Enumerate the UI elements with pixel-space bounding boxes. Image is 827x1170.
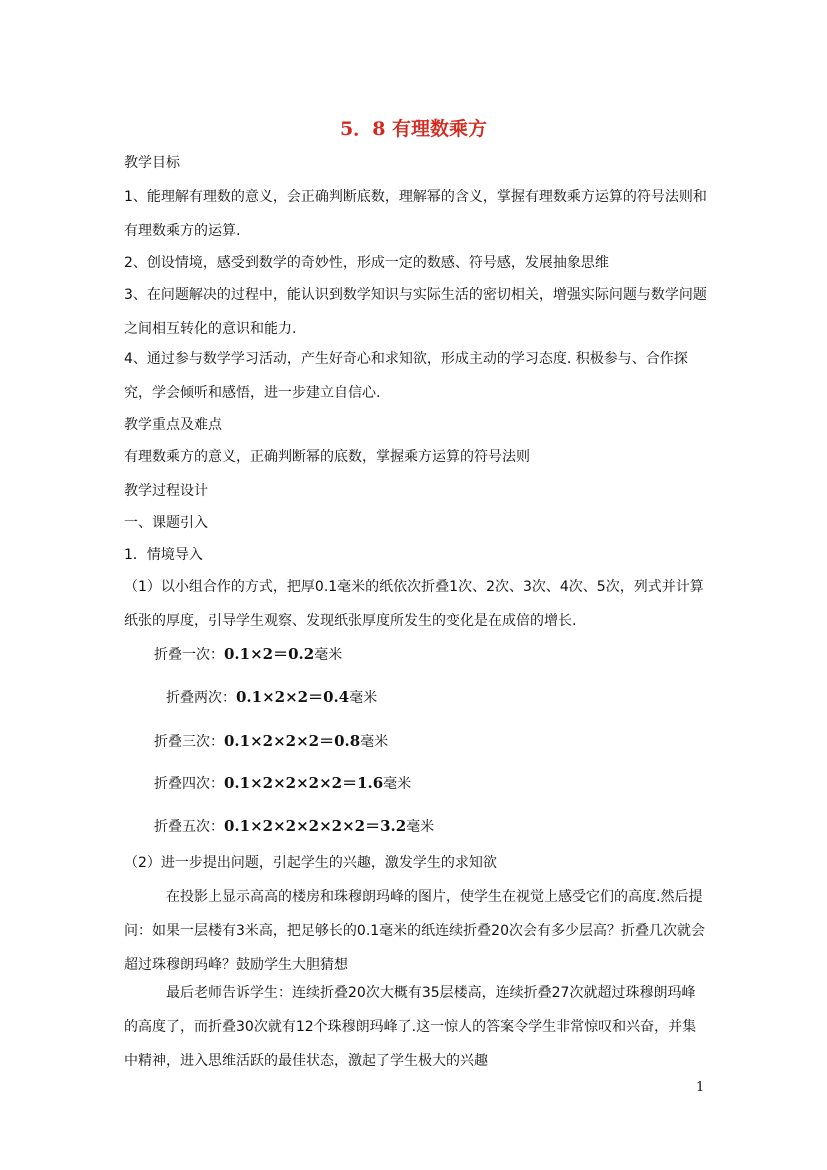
fold-label: 折叠五次： [154,819,224,835]
goal-3: 3、在问题解决的过程中，能认识到数学知识与实际生活的密切相关，增强实际问题与数学问题之间相互转化的意识和能力. [124,287,707,337]
document-title: 5．8 有理数乘方 [339,118,488,140]
fold-unit: 毫米 [406,819,435,835]
fold-label: 折叠一次： [154,647,224,663]
sub-1-heading: 1．情境导入 [124,547,203,563]
step-2: （2）进一步提出问题，引起学生的兴趣，激发学生的求知欲 [124,855,497,871]
fold-expression: 0.1×2＝0.2 [224,645,315,663]
page-number: 1 [696,1080,705,1095]
fold-label: 折叠四次： [154,776,224,792]
fold-line-1 [154,642,342,667]
fold-line-4 [154,771,411,796]
fold-expression: 0.1×2×2×2×2×2＝3.2 [224,817,407,835]
goal-2: 2、创设情境，感受到数学的奇妙性，形成一定的数感、符号感，发展抽象思维 [124,255,609,271]
fold-line-3 [154,729,388,754]
paragraph-projection: 在投影上显示高高的楼房和珠穆朗玛峰的图片，使学生在视觉上感受它们的高度.然后提问：如果一层楼有3米高，把足够长的0.1毫米的纸连续折叠20次会有多少层高？折叠几次就会超过珠穆朗玛峰？鼓励学生大胆猜想 [124,889,705,973]
fold-unit: 毫米 [360,734,389,750]
key-heading: 教学重点及难点 [124,417,222,433]
paragraph-teacher: 最后老师告诉学生：连续折叠20次大概有35层楼高，连续折叠27次就超过珠穆朗玛峰的高度了，而折叠30次就有12个珠穆朗玛峰了.这一惊人的答案令学生非常惊叹和兴奋，并集中精神，进入思维活跃的最佳状态，激起了学生极大的兴趣 [124,985,697,1069]
goal-4: 4、通过参与数学学习活动，产生好奇心和求知欲，形成主动的学习态度. 积极参与、合作探究，学会倾听和感悟，进一步建立自信心. [124,351,688,401]
fold-label: 折叠三次： [154,734,224,750]
fold-line-2 [166,685,377,710]
fold-unit: 毫米 [314,647,343,663]
fold-expression: 0.1×2×2×2×2＝1.6 [224,774,384,792]
fold-unit: 毫米 [349,690,378,706]
goals-heading: 教学目标 [124,155,180,171]
fold-unit: 毫米 [383,776,412,792]
fold-expression: 0.1×2×2＝0.4 [236,688,350,706]
step-1: （1）以小组合作的方式，把厚0.1毫米的纸依次折叠1次、2次、3次、4次、5次，列式并计算纸张的厚度，引导学生观察、发现纸张厚度所发生的变化是在成倍的增长. [124,579,704,629]
part-1-heading: 一、课题引入 [124,515,208,531]
process-heading: 教学过程设计 [124,483,208,499]
key-text: 有理数乘方的意义，正确判断幂的底数，掌握乘方运算的符号法则 [124,449,530,465]
goal-1: 1、能理解有理数的意义，会正确判断底数，理解幂的含义，掌握有理数乘方运算的符号法则和有理数乘方的运算. [124,189,707,239]
fold-line-5 [154,814,434,839]
fold-label: 折叠两次： [166,690,236,706]
fold-expression: 0.1×2×2×2＝0.8 [224,732,361,750]
